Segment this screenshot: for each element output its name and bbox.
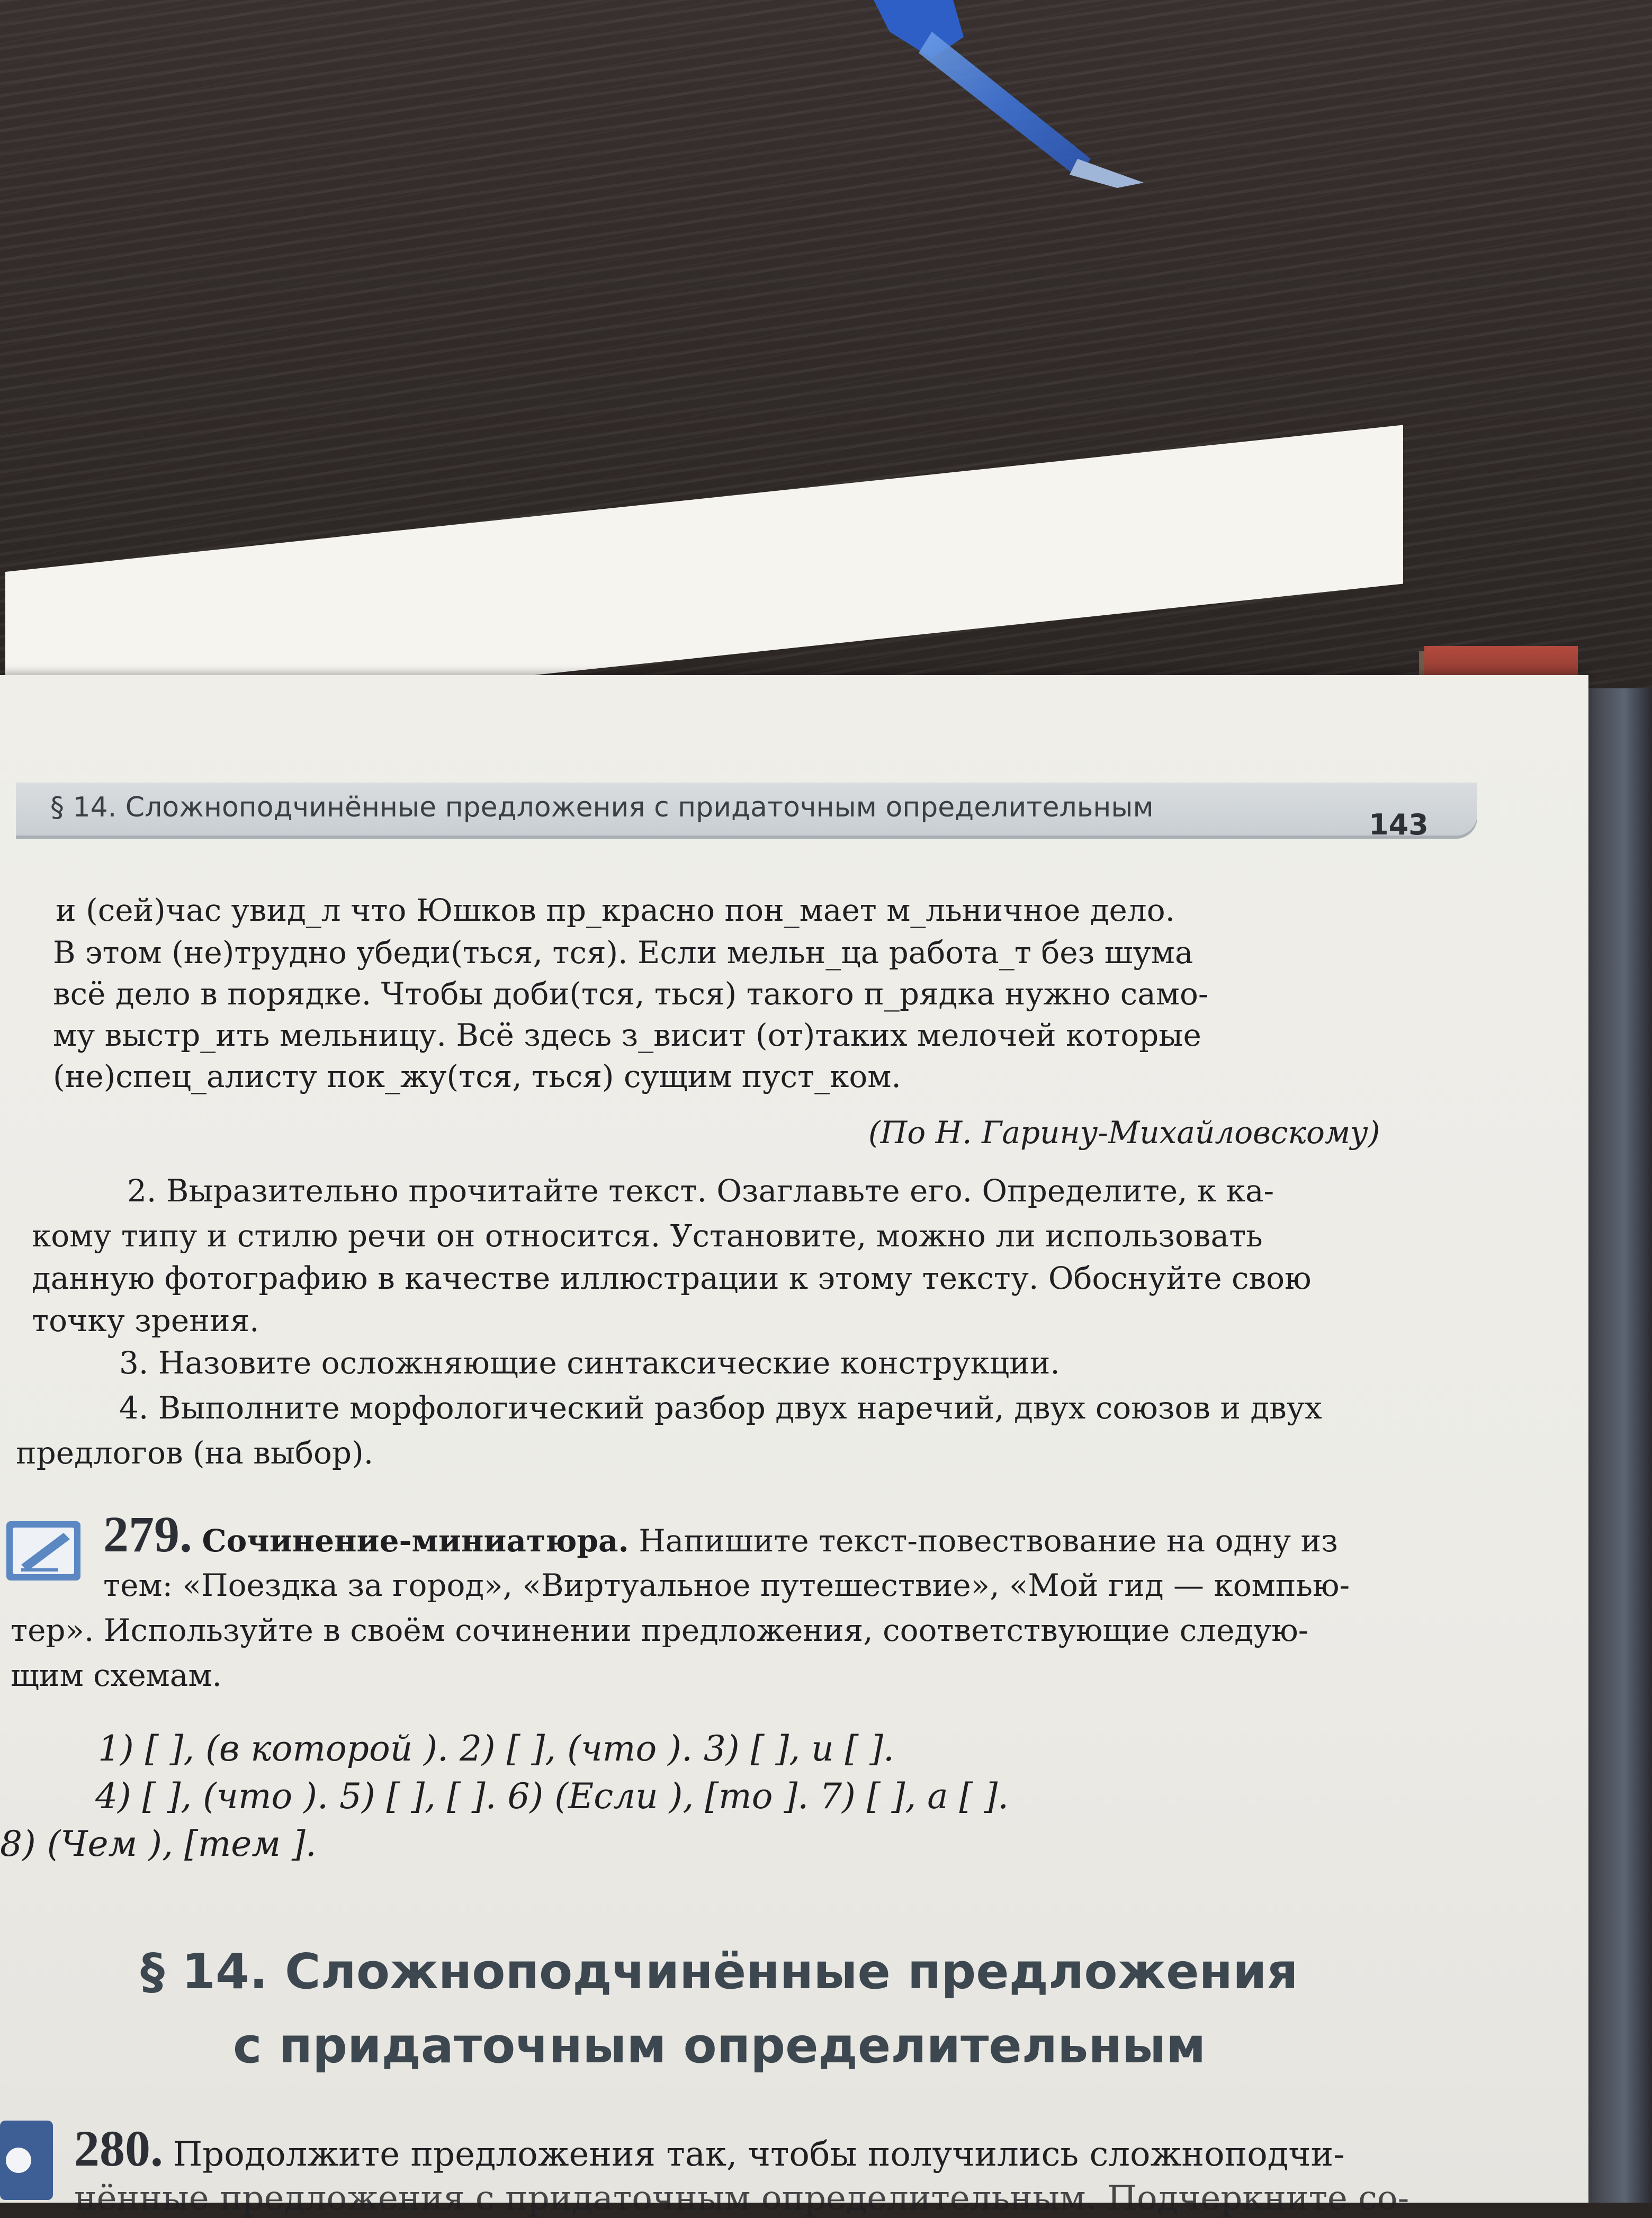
exercise-text: Напишите текст-повествование на одну из	[639, 1523, 1338, 1559]
task-line: 2. Выразительно прочитайте текст. Озаглавьте его. Определите, к ка-	[127, 1173, 1274, 1209]
writing-exercise-icon	[0, 1512, 93, 1588]
task-line: данную фотографию в качестве иллюстрации к этому тексту. Обоснуйте свою	[32, 1260, 1312, 1296]
scheme-line: 8) (Чем ), [тем ].	[0, 1824, 317, 1864]
scheme-line: 1) [ ], (в которой ). 2) [ ], (что ). 3) [ ], и [ ].	[98, 1728, 895, 1769]
pen-icon	[868, 0, 1165, 191]
task-line: 4. Выполните морфологический разбор двух наречий, двух союзов и двух	[119, 1390, 1322, 1426]
exercise-line: тер». Используйте в своём сочинении предложения, соответствующие следую-	[11, 1612, 1309, 1648]
attribution: (По Н. Гарину-Михайловскому)	[868, 1115, 1380, 1151]
section-heading: с придаточным определительным	[233, 2017, 1206, 2074]
task-line: точку зрения.	[32, 1303, 259, 1339]
text-line: (не)спец_алисту пок_жу(тся, ться) сущим пуст_ком.	[53, 1058, 901, 1094]
exercise-line: щим схемам.	[11, 1657, 222, 1693]
running-title: § 14. Сложноподчинённые предложения с придаточным определительным	[50, 792, 1154, 823]
task-line: кому типу и стилю речи он относится. Установите, можно ли использовать	[32, 1218, 1263, 1254]
text-line: и (сей)час увид_л что Юшков пр_красно пон_мает м_льничное дело.	[56, 892, 1175, 928]
exercise-text: Продолжите предложения так, чтобы получились сложноподчи-	[173, 2135, 1345, 2174]
exercise-line: нённые предложения с придаточным определительным. Подчеркните со-	[74, 2179, 1409, 2218]
exercise-line: тем: «Поездка за город», «Виртуальное путешествие», «Мой гид — компью-	[103, 1567, 1350, 1603]
task-line: 3. Назовите осложняющие синтаксические конструкции.	[119, 1345, 1060, 1381]
text-line: всё дело в порядке. Чтобы доби(тся, ться) такого п_рядка нужно само-	[53, 976, 1209, 1012]
exercise-279-line	[103, 1506, 1338, 1563]
scheme-line: 4) [ ], (что ). 5) [ ], [ ]. 6) (Если ), [то ]. 7) [ ], а [ ].	[95, 1776, 1009, 1817]
text-line: В этом (не)трудно убеди(ться, тся). Если мельн_ца работа_т без шума	[53, 935, 1193, 971]
exercise-title: Сочинение-миниатюра.	[202, 1523, 629, 1559]
page-number: 143	[1369, 808, 1429, 841]
book-corner	[1424, 646, 1578, 678]
exercise-number: 279.	[103, 1506, 192, 1563]
section-heading: § 14. Сложноподчинённые предложения	[140, 1943, 1298, 2000]
exercise-280-line	[74, 2120, 1345, 2177]
exercise-number: 280.	[74, 2120, 163, 2177]
exercise-icon	[0, 2110, 58, 2203]
book-side	[1583, 688, 1652, 2203]
task-line: предлогов (на выбор).	[16, 1435, 374, 1471]
text-line: му выстр_ить мельницу. Всё здесь з_висит (от)таких мелочей которые	[53, 1017, 1201, 1053]
